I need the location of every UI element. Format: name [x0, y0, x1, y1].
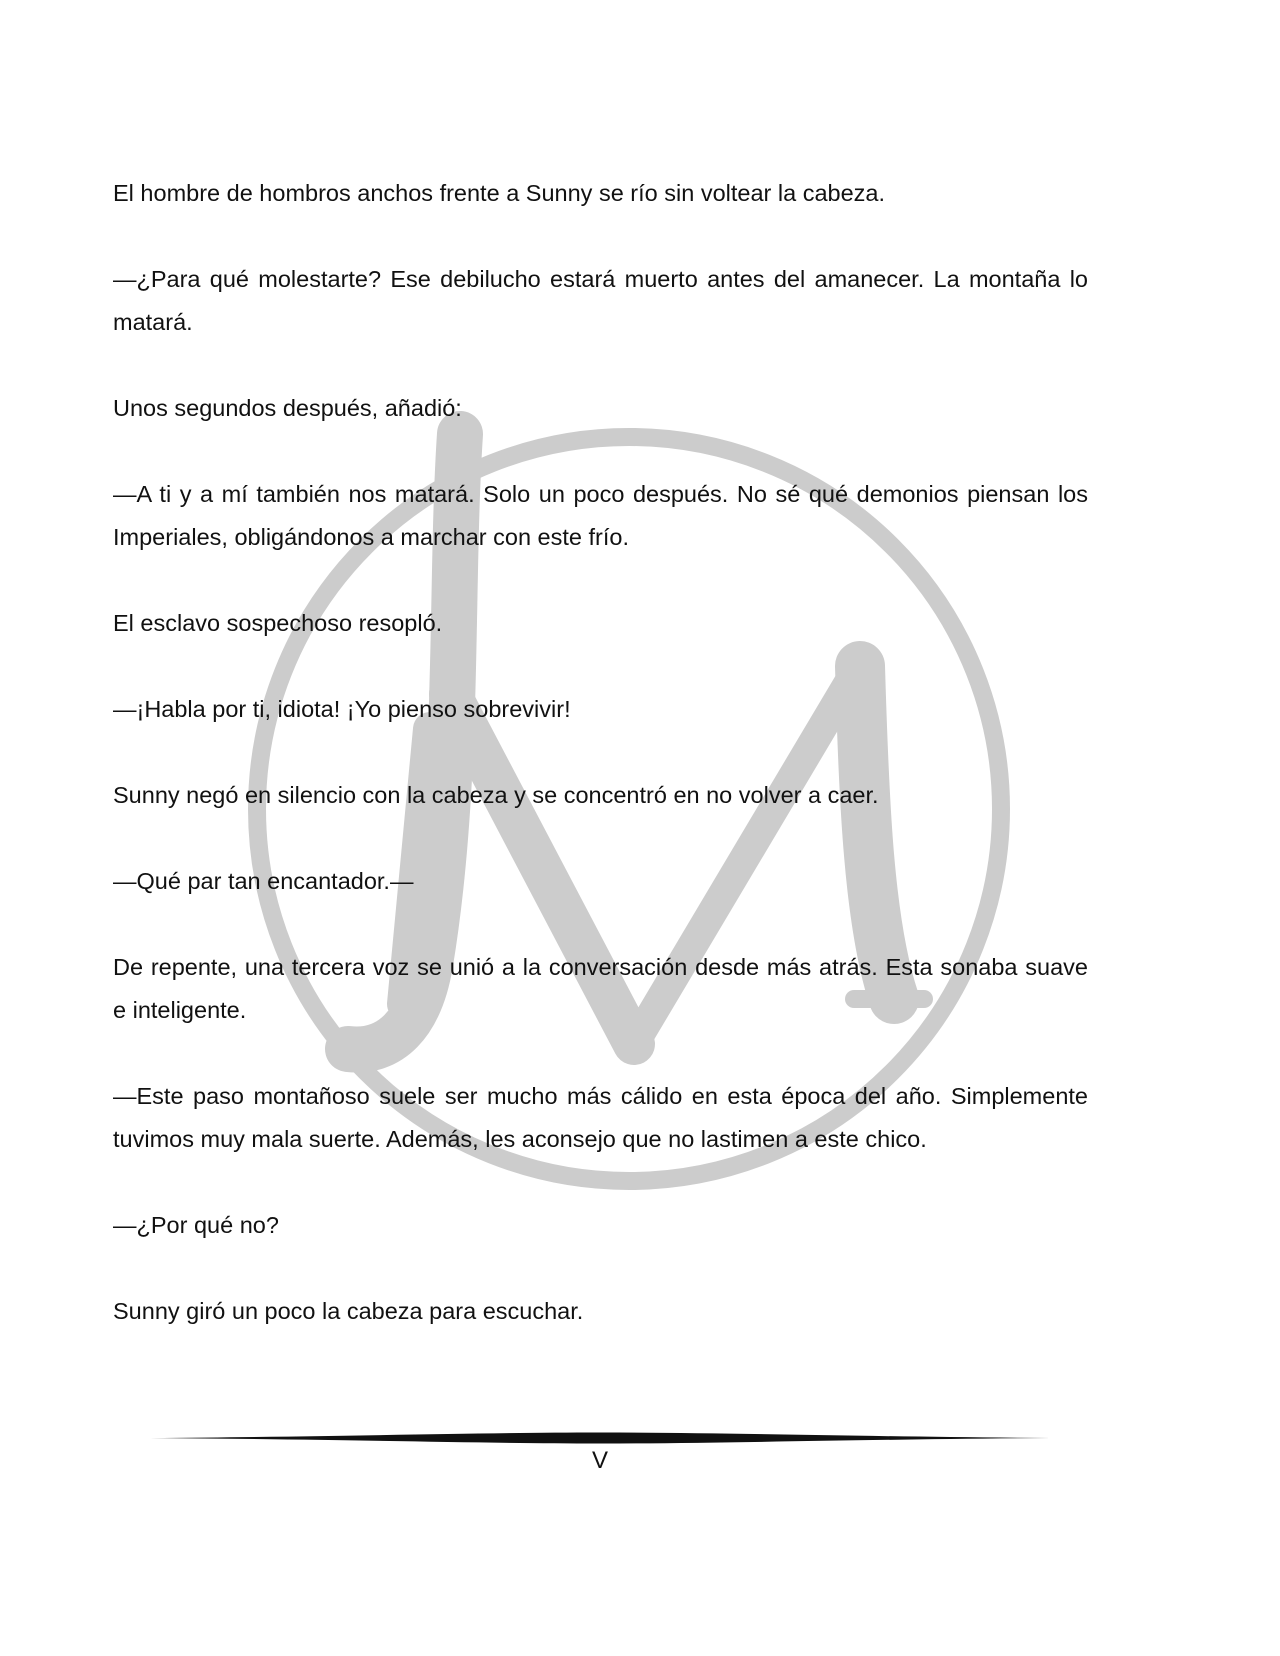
paragraph: —Qué par tan encantador.— [113, 868, 414, 894]
paragraph: El esclavo sospechoso resopló. [113, 610, 443, 636]
paragraph: —¿Por qué no? [113, 1212, 279, 1238]
paragraph: —Este paso montañoso suele ser mucho más cálido en esta época del año. Simplemente tuvimos muy mala suerte. Además, les aconsejo que no lastimen a este chico. [113, 1083, 1088, 1152]
body-text [113, 172, 1088, 1376]
paragraph: —¡Habla por ti, idiota! ¡Yo pienso sobrevivir! [113, 696, 571, 722]
page-number: V [591, 1447, 608, 1474]
paragraph: —¿Para qué molestarte? Ese debilucho estará muerto antes del amanecer. La montaña lo matará. [113, 266, 1088, 335]
paragraph: El hombre de hombros anchos frente a Sunny se río sin voltear la cabeza. [113, 180, 886, 206]
paragraph: Unos segundos después, añadió: [113, 395, 462, 421]
footer-divider [150, 1432, 1050, 1444]
paragraph: Sunny giró un poco la cabeza para escuchar. [113, 1298, 584, 1324]
paragraph: Sunny negó en silencio con la cabeza y se concentró en no volver a caer. [113, 782, 879, 808]
paragraph: —A ti y a mí también nos matará. Solo un poco después. No sé qué demonios piensan los Imperiales, obligándonos a marchar con este frío. [113, 481, 1088, 550]
paragraph: De repente, una tercera voz se unió a la conversación desde más atrás. Esta sonaba suave e inteligente. [113, 954, 1088, 1023]
